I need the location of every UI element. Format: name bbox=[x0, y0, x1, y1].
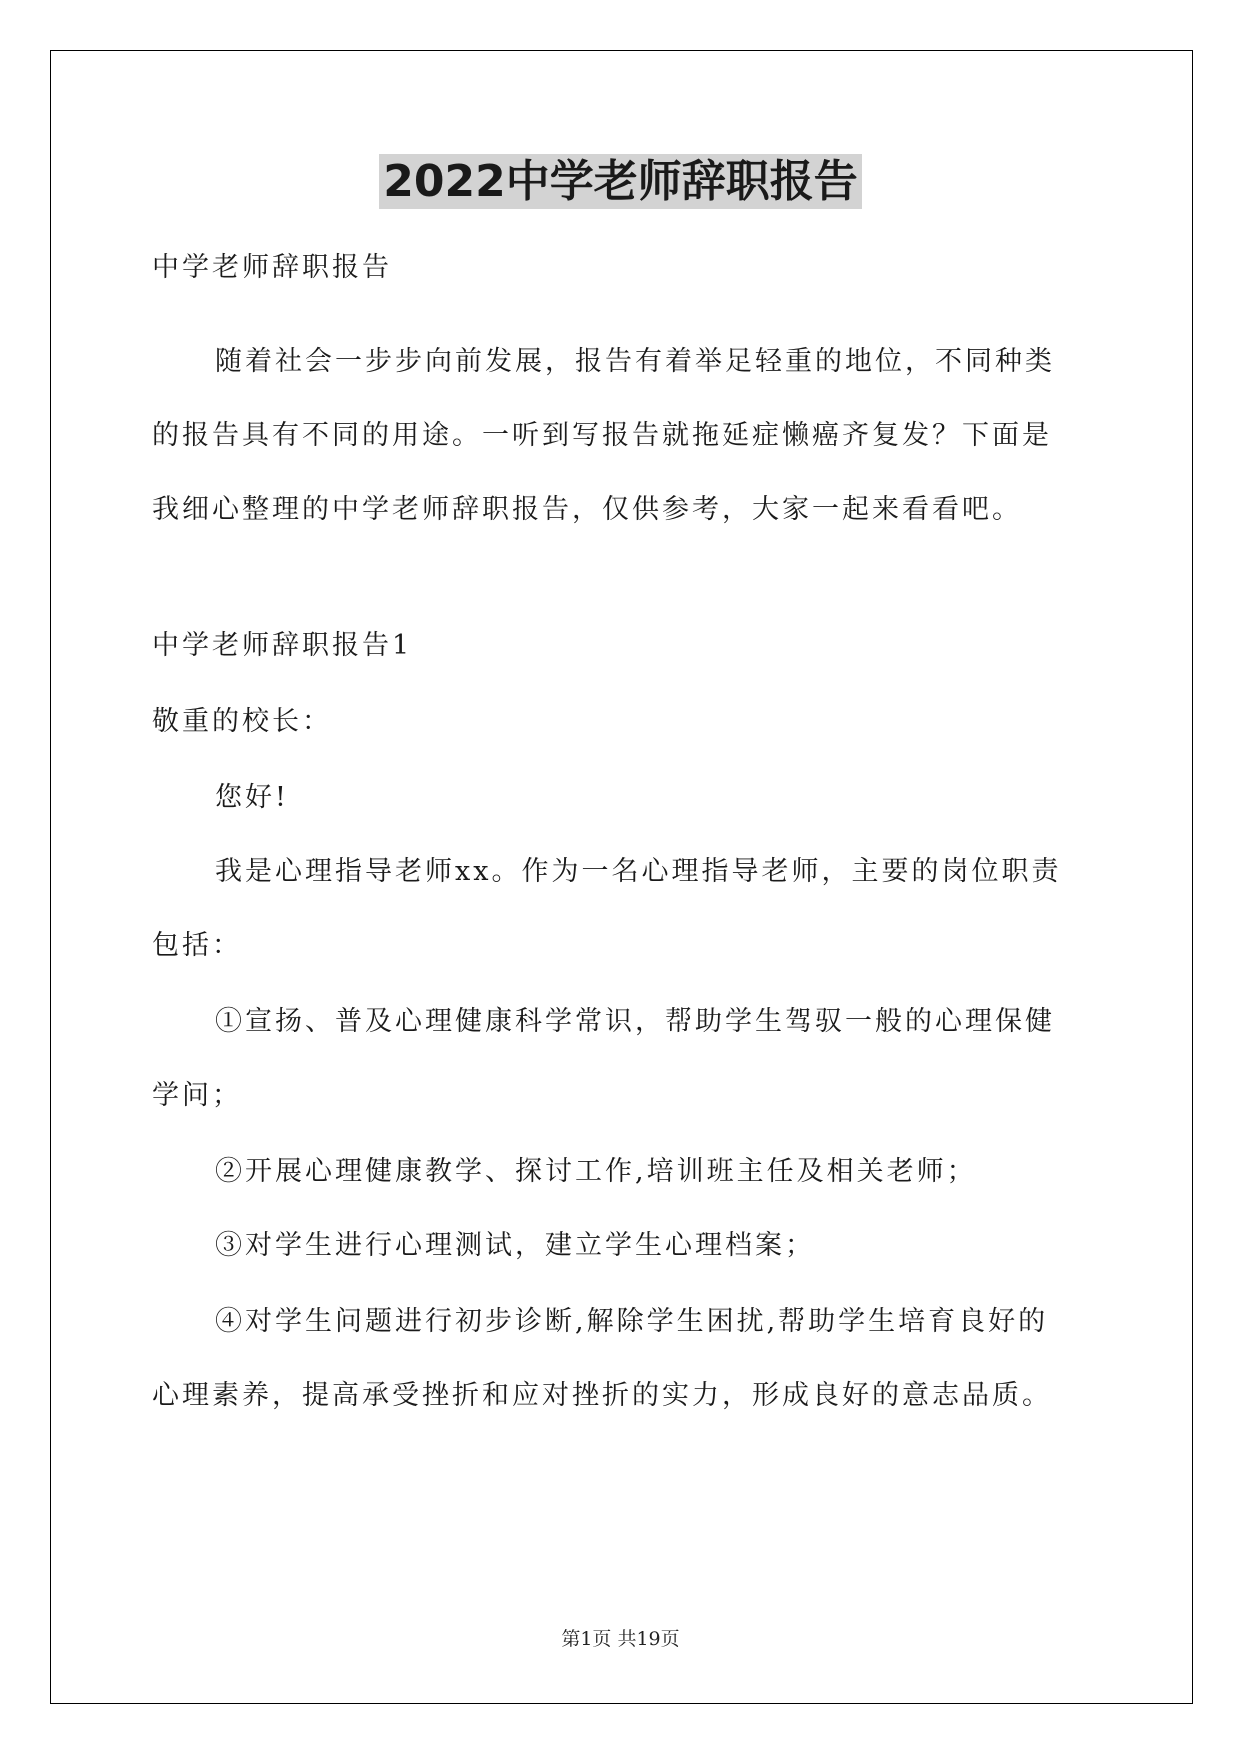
paragraph-line: 随着社会一步步向前发展，报告有着举足轻重的地位，不同种类 bbox=[215, 346, 1055, 377]
document-title-text: 2022中学老师辞职报告 bbox=[379, 154, 861, 209]
paragraph-line: 的报告具有不同的用途。一听到写报告就拖延症懒癌齐复发？下面是 bbox=[152, 420, 1052, 451]
page-footer: 第1页 共19页 bbox=[561, 1628, 680, 1650]
document-title bbox=[0, 150, 1241, 214]
salutation: 敬重的校长： bbox=[152, 706, 332, 737]
paragraph-line: 包括： bbox=[152, 930, 242, 961]
paragraph-line: 我是心理指导老师xx。作为一名心理指导老师，主要的岗位职责 bbox=[215, 856, 1062, 887]
list-item-line: ③对学生进行心理测试，建立学生心理档案； bbox=[215, 1230, 815, 1261]
list-item-line: 心理素养，提高承受挫折和应对挫折的实力，形成良好的意志品质。 bbox=[152, 1380, 1052, 1411]
list-item-line: ②开展心理健康教学、探讨工作,培训班主任及相关老师； bbox=[215, 1156, 977, 1187]
list-item-line: ①宣扬、普及心理健康科学常识，帮助学生驾驭一般的心理保健 bbox=[215, 1006, 1055, 1037]
section-heading: 中学老师辞职报告1 bbox=[152, 630, 413, 661]
list-item-line: 学问； bbox=[152, 1080, 242, 1111]
list-item-line: ④对学生问题进行初步诊断,解除学生困扰,帮助学生培育良好的 bbox=[215, 1306, 1049, 1337]
paragraph-line: 我细心整理的中学老师辞职报告，仅供参考，大家一起来看看吧。 bbox=[152, 494, 1022, 525]
subtitle-line: 中学老师辞职报告 bbox=[152, 252, 392, 283]
greeting: 您好! bbox=[215, 782, 289, 813]
